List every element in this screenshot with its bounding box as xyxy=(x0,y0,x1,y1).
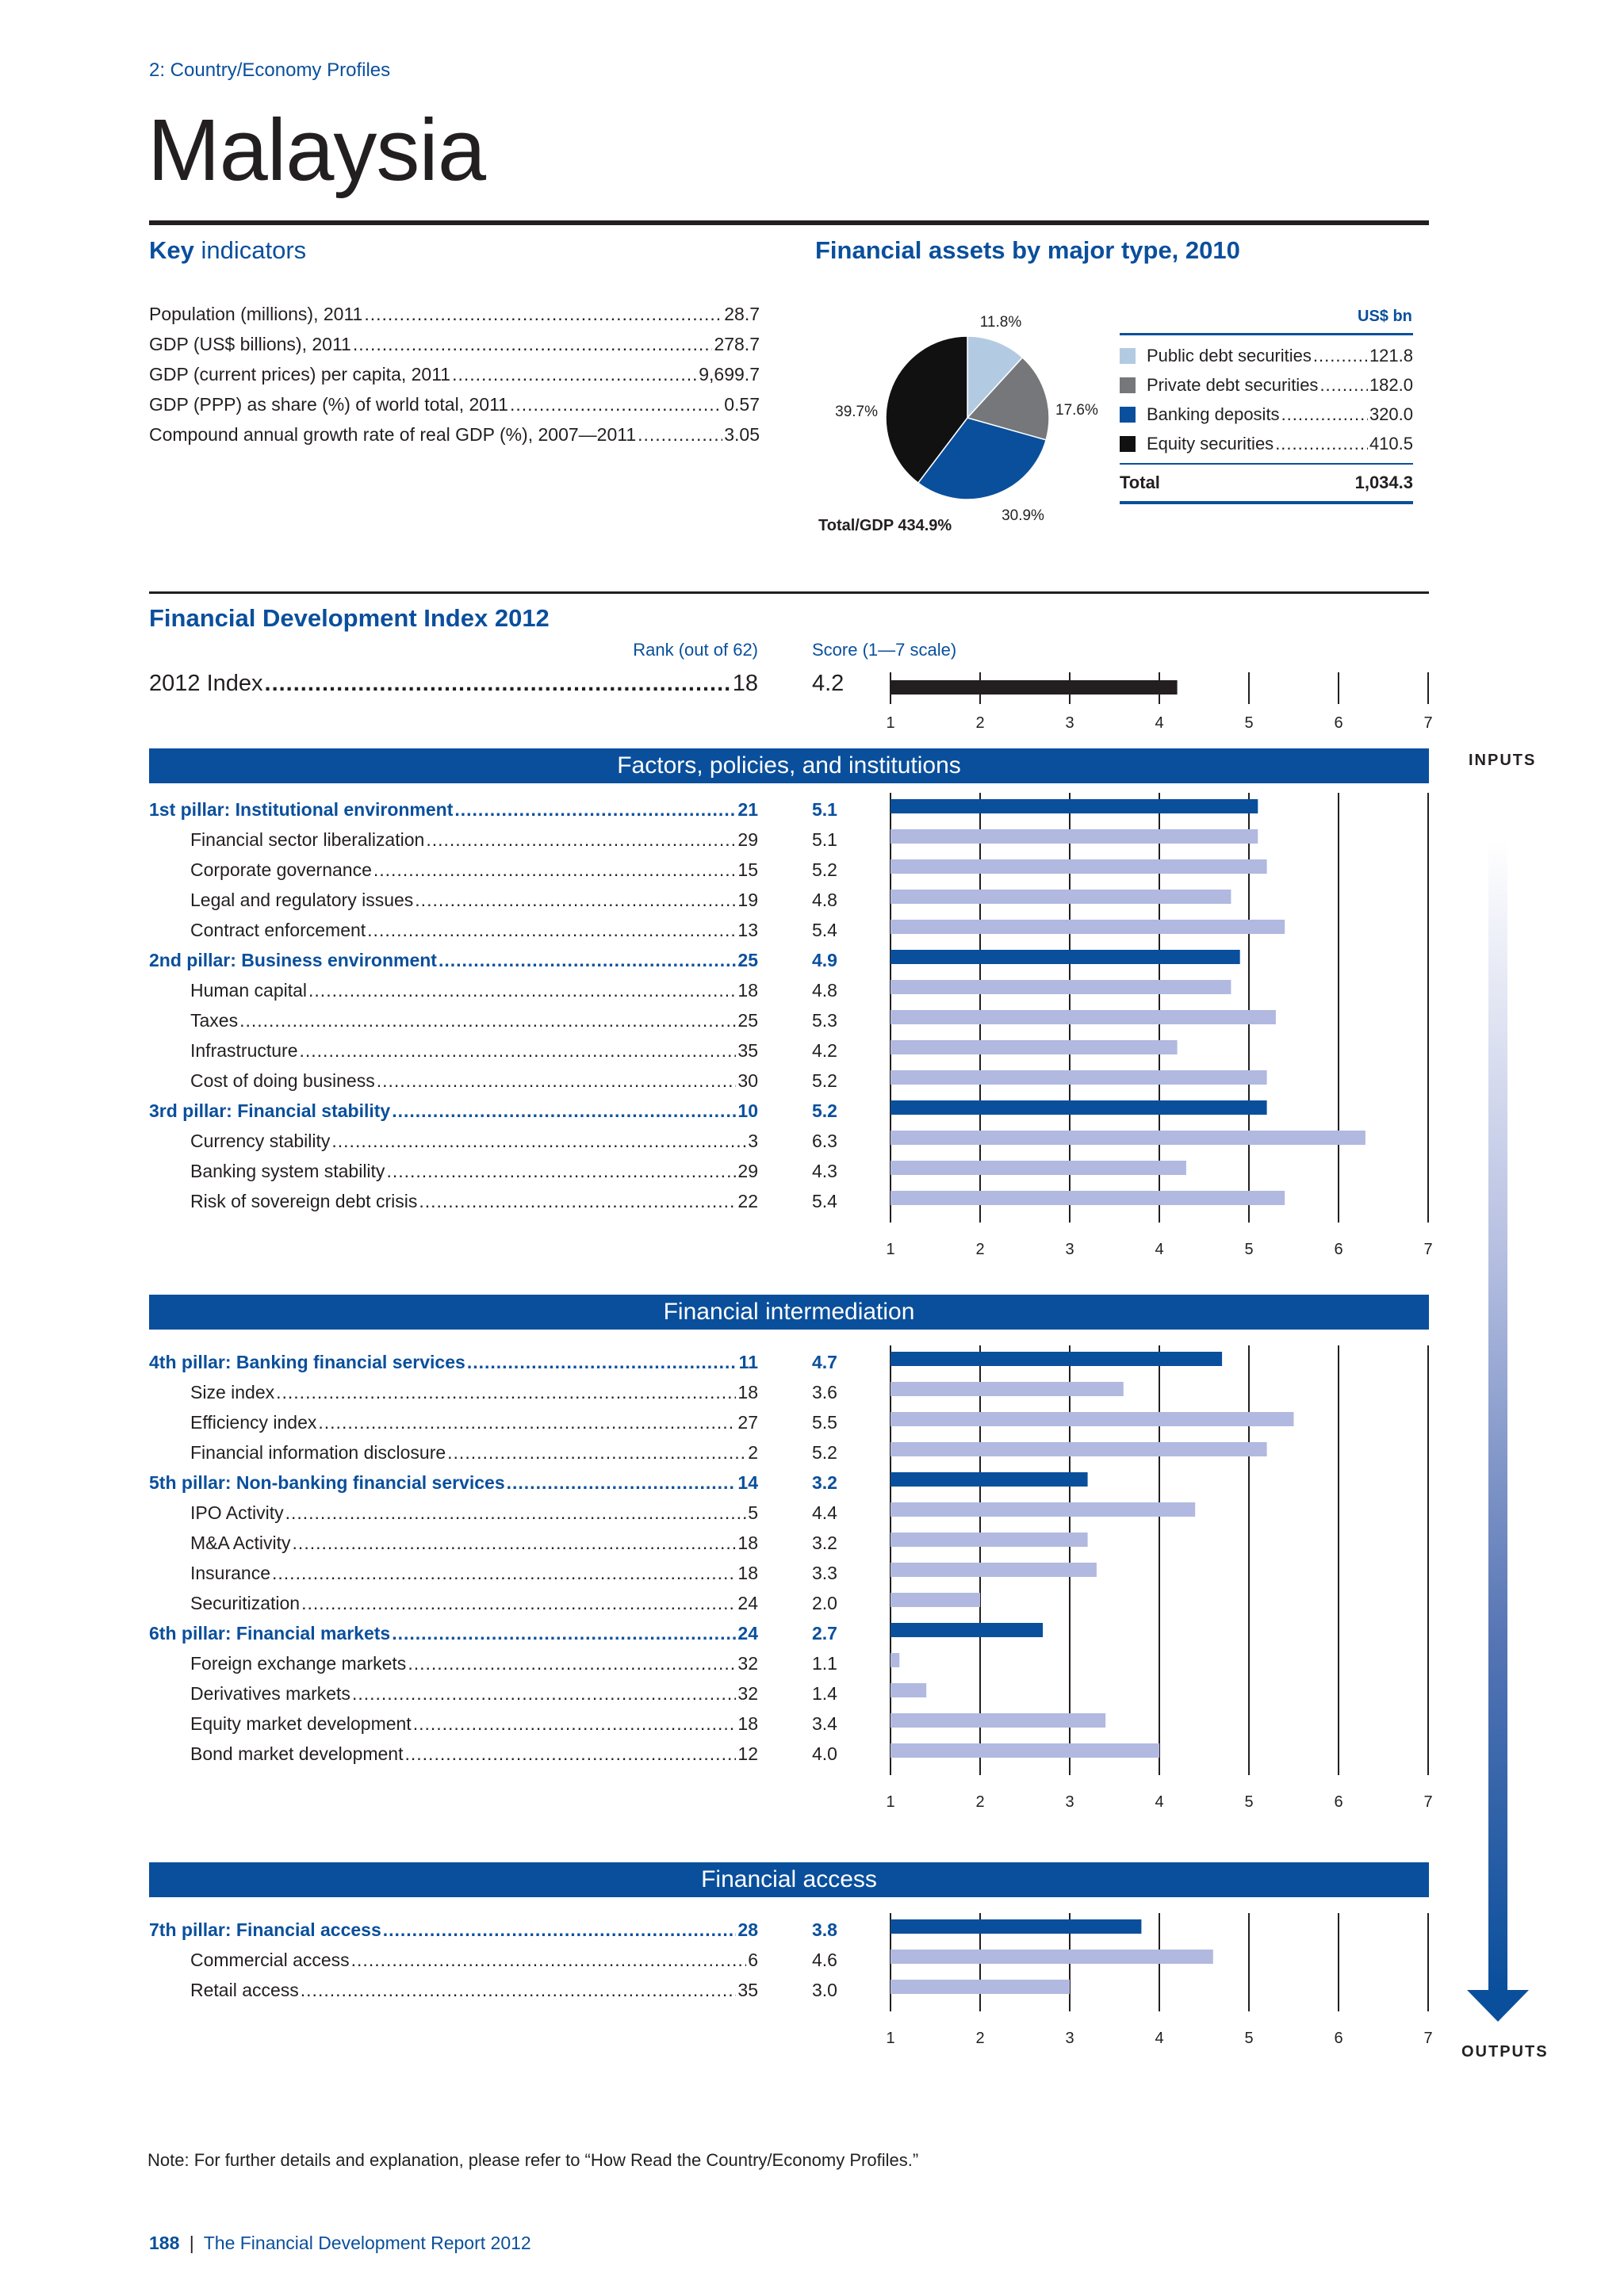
row-score: 3.0 xyxy=(812,1980,837,2000)
legend-value: 410.5 xyxy=(1369,434,1413,453)
row-rank: 22 xyxy=(737,1191,758,1211)
pillar-bar xyxy=(891,1623,1043,1637)
legend-row xyxy=(1147,434,1413,454)
indicator-value: 278.7 xyxy=(714,334,760,354)
tick-label: 6 xyxy=(1334,2030,1343,2047)
legend-value: 320.0 xyxy=(1369,404,1413,424)
subpillar-row-label xyxy=(190,1950,758,1971)
rank-header: Rank (out of 62) xyxy=(633,640,758,660)
unit-label: US$ bn xyxy=(1358,308,1412,325)
row-rank: 10 xyxy=(737,1100,758,1121)
indicator-label: Compound annual growth rate of real GDP (%), 2007—2011 xyxy=(149,424,637,445)
row-label-text: 1st pillar: Institutional environment xyxy=(149,799,454,820)
legend-row xyxy=(1147,375,1413,396)
tick-label: 7 xyxy=(1423,1241,1433,1258)
row-score: 1.1 xyxy=(812,1653,837,1674)
tick-label: 4 xyxy=(1155,1793,1164,1811)
row-score: 2.0 xyxy=(812,1593,837,1613)
banner-factors: Factors, policies, and institutions xyxy=(149,748,1429,783)
subpillar-bar xyxy=(891,1683,926,1697)
row-label-text: Taxes xyxy=(190,1010,239,1031)
pillar-bar xyxy=(891,1472,1088,1487)
row-score: 3.8 xyxy=(812,1919,837,1940)
key-indicator-row xyxy=(149,334,760,355)
indicator-label: GDP (PPP) as share (%) of world total, 2011 xyxy=(149,394,508,415)
row-rank: 24 xyxy=(737,1593,758,1613)
key-indicator-row xyxy=(149,424,760,446)
pillar-row-label xyxy=(149,799,758,821)
index-bar xyxy=(891,680,1178,695)
subpillar-row-label xyxy=(190,1412,758,1433)
row-score: 5.2 xyxy=(812,1100,837,1121)
subpillar-bar xyxy=(891,980,1231,994)
dot-leader xyxy=(300,1040,737,1062)
score-header: Score (1—7 scale) xyxy=(812,640,957,660)
fdi-rule xyxy=(149,591,1429,594)
row-score: 5.2 xyxy=(812,1442,837,1463)
pillar-row-label xyxy=(149,1623,758,1644)
subpillar-row-label xyxy=(190,1563,758,1584)
pillar-bar xyxy=(891,1352,1222,1366)
tick-label: 1 xyxy=(886,2030,895,2047)
row-label-text: Banking system stability xyxy=(190,1161,385,1181)
subpillar-bar xyxy=(891,1191,1285,1205)
row-score: 4.6 xyxy=(812,1950,837,1970)
indicator-label: GDP (US$ billions), 2011 xyxy=(149,334,351,354)
legend-value: 182.0 xyxy=(1369,375,1413,395)
dot-leader xyxy=(426,829,736,851)
tick-label: 5 xyxy=(1244,1241,1254,1258)
page-title: Malaysia xyxy=(147,101,486,199)
row-rank: 19 xyxy=(737,890,758,910)
legend-swatch xyxy=(1120,407,1136,423)
dot-leader xyxy=(1275,434,1368,454)
dot-leader xyxy=(1320,375,1368,396)
dot-leader xyxy=(454,799,736,821)
subpillar-row-label xyxy=(190,1653,758,1674)
row-rank: 2 xyxy=(748,1442,758,1463)
row-label-text: Contract enforcement xyxy=(190,920,366,940)
dot-leader xyxy=(301,1593,736,1614)
tick-label: 3 xyxy=(1065,1793,1074,1811)
subpillar-bar xyxy=(891,1382,1124,1396)
row-label-text: Financial sector liberalization xyxy=(190,829,425,850)
fdi-heading: Financial Development Index 2012 xyxy=(149,604,550,632)
row-score: 5.3 xyxy=(812,1010,837,1031)
row-score: 4.8 xyxy=(812,890,837,910)
row-label-text: IPO Activity xyxy=(190,1502,284,1523)
banner-access: Financial access xyxy=(149,1862,1429,1897)
subpillar-bar xyxy=(891,1070,1267,1085)
row-rank: 18 xyxy=(737,1533,758,1553)
subpillar-bar xyxy=(891,1442,1267,1456)
dot-leader xyxy=(351,1950,747,1971)
footer-separator: | xyxy=(189,2233,194,2253)
dot-leader xyxy=(377,1070,737,1092)
outputs-label: OUTPUTS xyxy=(1461,2043,1549,2061)
row-label-text: 4th pillar: Banking financial services xyxy=(149,1352,465,1372)
subpillar-row-label xyxy=(190,890,758,911)
legend-top-rule xyxy=(1120,333,1413,335)
row-score: 4.0 xyxy=(812,1743,837,1764)
row-rank: 6 xyxy=(748,1950,758,1970)
subpillar-row-label xyxy=(190,829,758,851)
inputs-label: INPUTS xyxy=(1469,752,1537,769)
subpillar-bar xyxy=(891,829,1258,844)
row-rank: 29 xyxy=(737,1161,758,1181)
dot-leader xyxy=(419,1191,736,1212)
subpillar-row-label xyxy=(190,1683,758,1705)
tick-label: 4 xyxy=(1155,1241,1164,1258)
total-gdp-label: Total/GDP 434.9% xyxy=(818,517,952,534)
legend-value: 121.8 xyxy=(1369,346,1413,365)
row-rank: 18 xyxy=(737,980,758,1001)
row-rank: 18 xyxy=(737,1563,758,1583)
row-label-text: Foreign exchange markets xyxy=(190,1653,407,1674)
pillar-row-label xyxy=(149,1472,758,1494)
row-label-text: Infrastructure xyxy=(190,1040,298,1061)
dot-leader xyxy=(383,1919,737,1941)
subpillar-row-label xyxy=(190,1382,758,1403)
subpillar-row-label xyxy=(190,1070,758,1092)
tick-label: 4 xyxy=(1155,714,1164,729)
row-rank: 14 xyxy=(737,1472,758,1493)
dot-leader xyxy=(415,890,736,911)
row-rank: 13 xyxy=(737,920,758,940)
row-label-text: Efficiency index xyxy=(190,1412,317,1433)
subpillar-row-label xyxy=(190,1980,758,2001)
row-label-text: Legal and regulatory issues xyxy=(190,890,414,910)
tick-label: 3 xyxy=(1065,1241,1074,1258)
subpillar-row-label xyxy=(190,1131,758,1152)
tick-label: 2 xyxy=(975,1793,985,1811)
pie-percent-label: 30.9% xyxy=(1002,507,1044,524)
row-label-text: 7th pillar: Financial access xyxy=(149,1919,381,1940)
subpillar-row-label xyxy=(190,1713,758,1735)
row-label-text: Derivatives markets xyxy=(190,1683,350,1704)
subpillar-bar xyxy=(891,1412,1294,1426)
row-rank: 35 xyxy=(737,1040,758,1061)
dot-leader xyxy=(367,920,736,941)
legend-label: Public debt securities xyxy=(1147,346,1312,365)
legend-swatch xyxy=(1120,348,1136,364)
index-label: 2012 Index xyxy=(149,671,263,696)
row-rank: 30 xyxy=(737,1070,758,1091)
indicator-value: 0.57 xyxy=(724,394,760,415)
indicator-value: 28.7 xyxy=(724,304,760,324)
key-indicator-row xyxy=(149,394,760,415)
inputs-outputs-arrow xyxy=(1467,840,1530,2022)
subpillar-bar xyxy=(891,1593,980,1607)
dot-leader xyxy=(276,1382,736,1403)
row-rank: 27 xyxy=(737,1412,758,1433)
pillar-row-label xyxy=(149,1352,758,1373)
subpillar-bar xyxy=(891,920,1285,934)
tick-label: 1 xyxy=(886,1241,895,1258)
row-score: 3.2 xyxy=(812,1533,837,1553)
dot-leader xyxy=(638,424,722,446)
subpillar-row-label xyxy=(190,859,758,881)
header-rule xyxy=(149,220,1429,225)
subpillar-row-label xyxy=(190,980,758,1001)
subpillar-bar xyxy=(891,1010,1276,1024)
row-label-text: Financial information disclosure xyxy=(190,1442,446,1463)
row-rank: 24 xyxy=(737,1623,758,1644)
dot-leader xyxy=(285,1502,747,1524)
dot-leader xyxy=(467,1352,737,1373)
footnote: Note: For further details and explanation, please refer to “How Read the Country/Economy Profiles.” xyxy=(147,2150,919,2170)
legend-total-row xyxy=(1120,473,1413,493)
dot-leader xyxy=(447,1442,746,1464)
row-rank: 15 xyxy=(737,859,758,880)
tick-label: 4 xyxy=(1155,2030,1164,2047)
dot-leader xyxy=(265,671,731,697)
dot-leader xyxy=(293,1533,737,1554)
row-score: 2.7 xyxy=(812,1623,837,1644)
heading-light: indicators xyxy=(201,236,307,264)
subpillar-bar xyxy=(891,1713,1105,1728)
report-title: The Financial Development Report 2012 xyxy=(203,2233,531,2253)
dot-leader xyxy=(392,1100,736,1122)
legend-label: Private debt securities xyxy=(1147,375,1319,395)
pillar-bar xyxy=(891,799,1258,813)
row-rank: 12 xyxy=(737,1743,758,1764)
subpillar-bar xyxy=(891,859,1267,874)
key-indicator-row xyxy=(149,304,760,325)
row-rank: 5 xyxy=(748,1502,758,1523)
tick-label: 7 xyxy=(1423,2030,1433,2047)
subpillar-row-label xyxy=(190,1502,758,1524)
indicator-label: GDP (current prices) per capita, 2011 xyxy=(149,364,451,385)
pillar-bar xyxy=(891,1919,1141,1934)
row-label-text: Securitization xyxy=(190,1593,301,1613)
row-label-text: Retail access xyxy=(190,1980,299,2000)
row-score: 4.9 xyxy=(812,950,837,970)
row-rank: 3 xyxy=(748,1131,758,1151)
subpillar-bar xyxy=(891,1653,899,1667)
tick-label: 7 xyxy=(1423,714,1433,729)
legend-row xyxy=(1147,404,1413,425)
legend-row xyxy=(1147,346,1413,366)
row-score: 4.8 xyxy=(812,980,837,1001)
chart-access xyxy=(872,1913,1443,2056)
row-label-text: Risk of sovereign debt crisis xyxy=(190,1191,418,1211)
key-indicators-heading xyxy=(149,236,306,265)
row-score: 1.4 xyxy=(812,1683,837,1704)
dot-leader xyxy=(413,1713,737,1735)
row-score: 3.2 xyxy=(812,1472,837,1493)
tick-label: 1 xyxy=(886,714,895,729)
pie-percent-label: 39.7% xyxy=(835,404,878,420)
dot-leader xyxy=(1281,404,1368,425)
legend-label: Equity securities xyxy=(1147,434,1274,453)
tick-label: 5 xyxy=(1244,1793,1254,1811)
row-rank: 25 xyxy=(737,950,758,970)
subpillar-row-label xyxy=(190,1040,758,1062)
legend-label: Banking deposits xyxy=(1147,404,1280,424)
index-row-label xyxy=(149,671,758,697)
subpillar-bar xyxy=(891,1980,1070,1994)
heading-bold: Key xyxy=(149,236,194,264)
tick-label: 2 xyxy=(975,714,985,729)
tick-label: 3 xyxy=(1065,714,1074,729)
dot-leader xyxy=(301,1980,737,2001)
row-label-text: 6th pillar: Financial markets xyxy=(149,1623,391,1644)
dot-leader xyxy=(331,1131,746,1152)
banner-intermediation: Financial intermediation xyxy=(149,1295,1429,1330)
financial-assets-heading: Financial assets by major type, 2010 xyxy=(815,236,1240,264)
row-label-text: Currency stability xyxy=(190,1131,331,1151)
subpillar-row-label xyxy=(190,1533,758,1554)
row-score: 5.2 xyxy=(812,1070,837,1091)
pillar-row-label xyxy=(149,1919,758,1941)
total-value: 1,034.3 xyxy=(1354,473,1413,492)
row-score: 5.4 xyxy=(812,1191,837,1211)
row-score: 5.4 xyxy=(812,920,837,940)
row-score: 3.3 xyxy=(812,1563,837,1583)
page-footer xyxy=(149,2233,531,2254)
financial-assets-pie-chart xyxy=(825,295,1126,541)
row-score: 4.4 xyxy=(812,1502,837,1523)
subpillar-bar xyxy=(891,1161,1186,1175)
subpillar-row-label xyxy=(190,1010,758,1031)
row-score: 5.1 xyxy=(812,829,837,850)
dot-leader xyxy=(439,950,736,971)
legend-mid-rule xyxy=(1120,463,1413,465)
pillar-bar xyxy=(891,950,1240,964)
subpillar-bar xyxy=(891,890,1231,904)
row-score: 3.6 xyxy=(812,1382,837,1402)
chart-intermediation xyxy=(872,1345,1443,1821)
row-score: 4.2 xyxy=(812,1040,837,1061)
row-label-text: Cost of doing business xyxy=(190,1070,375,1091)
index-score: 4.2 xyxy=(812,671,845,696)
row-score: 4.3 xyxy=(812,1161,837,1181)
tick-label: 7 xyxy=(1423,1793,1433,1811)
pillar-bar xyxy=(891,1100,1267,1115)
tick-label: 2 xyxy=(975,1241,985,1258)
subpillar-row-label xyxy=(190,1191,758,1212)
dot-leader xyxy=(272,1563,736,1584)
dot-leader xyxy=(364,304,722,325)
tick-label: 1 xyxy=(886,1793,895,1811)
subpillar-row-label xyxy=(190,1161,758,1182)
row-score: 5.2 xyxy=(812,859,837,880)
page-number: 188 xyxy=(149,2233,180,2253)
dot-leader xyxy=(405,1743,737,1765)
row-score: 3.4 xyxy=(812,1713,837,1734)
dot-leader xyxy=(392,1623,736,1644)
row-score: 6.3 xyxy=(812,1131,837,1151)
pie-percent-label: 11.8% xyxy=(979,314,1022,331)
tick-label: 5 xyxy=(1244,2030,1254,2047)
row-label-text: Commercial access xyxy=(190,1950,350,1970)
row-rank: 18 xyxy=(737,1382,758,1402)
subpillar-row-label xyxy=(190,920,758,941)
row-label-text: 2nd pillar: Business environment xyxy=(149,950,437,970)
chart-factors xyxy=(872,793,1443,1269)
pillar-row-label xyxy=(149,1100,758,1122)
row-label-text: M&A Activity xyxy=(190,1533,291,1553)
dot-leader xyxy=(386,1161,736,1182)
subpillar-bar xyxy=(891,1040,1178,1054)
dot-leader xyxy=(1313,346,1368,366)
key-indicator-row xyxy=(149,364,760,385)
dot-leader xyxy=(452,364,697,385)
tick-label: 6 xyxy=(1334,1241,1343,1258)
subpillar-bar xyxy=(891,1533,1088,1547)
indicator-value: 3.05 xyxy=(724,424,760,445)
row-label-text: 5th pillar: Non-banking financial services xyxy=(149,1472,505,1493)
subpillar-bar xyxy=(891,1563,1097,1577)
dot-leader xyxy=(373,859,737,881)
row-score: 4.7 xyxy=(812,1352,837,1372)
dot-leader xyxy=(408,1653,736,1674)
row-rank: 25 xyxy=(737,1010,758,1031)
row-label-text: Human capital xyxy=(190,980,308,1001)
section-label: 2: Country/Economy Profiles xyxy=(149,59,391,81)
legend-bottom-rule xyxy=(1120,501,1413,504)
tick-label: 2 xyxy=(975,2030,985,2047)
tick-label: 6 xyxy=(1334,1793,1343,1811)
row-score: 5.1 xyxy=(812,799,837,820)
dot-leader xyxy=(510,394,722,415)
index-bar-chart xyxy=(872,666,1443,729)
pie-percent-label: 17.6% xyxy=(1055,402,1098,419)
row-label-text: Equity market development xyxy=(190,1713,412,1734)
row-label-text: Insurance xyxy=(190,1563,271,1583)
tick-label: 5 xyxy=(1244,714,1254,729)
row-label-text: Bond market development xyxy=(190,1743,404,1764)
dot-leader xyxy=(308,980,736,1001)
indicator-value: 9,699.7 xyxy=(699,364,760,385)
subpillar-row-label xyxy=(190,1442,758,1464)
subpillar-bar xyxy=(891,1743,1159,1758)
indicator-label: Population (millions), 2011 xyxy=(149,304,363,324)
legend-swatch xyxy=(1120,377,1136,393)
row-rank: 18 xyxy=(737,1713,758,1734)
subpillar-bar xyxy=(891,1131,1365,1145)
pillar-row-label xyxy=(149,950,758,971)
row-score: 5.5 xyxy=(812,1412,837,1433)
index-rank: 18 xyxy=(732,671,758,696)
tick-label: 6 xyxy=(1334,714,1343,729)
subpillar-row-label xyxy=(190,1743,758,1765)
row-rank: 32 xyxy=(737,1683,758,1704)
dot-leader xyxy=(353,334,713,355)
dot-leader xyxy=(352,1683,736,1705)
row-rank: 35 xyxy=(737,1980,758,2000)
dot-leader xyxy=(507,1472,737,1494)
subpillar-bar xyxy=(891,1502,1195,1517)
subpillar-bar xyxy=(891,1950,1213,1964)
row-rank: 28 xyxy=(737,1919,758,1940)
dot-leader xyxy=(318,1412,736,1433)
subpillar-row-label xyxy=(190,1593,758,1614)
row-rank: 29 xyxy=(737,829,758,850)
row-rank: 21 xyxy=(737,799,758,820)
tick-label: 3 xyxy=(1065,2030,1074,2047)
row-label-text: 3rd pillar: Financial stability xyxy=(149,1100,391,1121)
total-label: Total xyxy=(1120,473,1160,492)
legend-swatch xyxy=(1120,436,1136,452)
row-rank: 11 xyxy=(738,1352,758,1372)
row-label-text: Corporate governance xyxy=(190,859,372,880)
row-label-text: Size index xyxy=(190,1382,275,1402)
row-rank: 32 xyxy=(737,1653,758,1674)
dot-leader xyxy=(239,1010,736,1031)
